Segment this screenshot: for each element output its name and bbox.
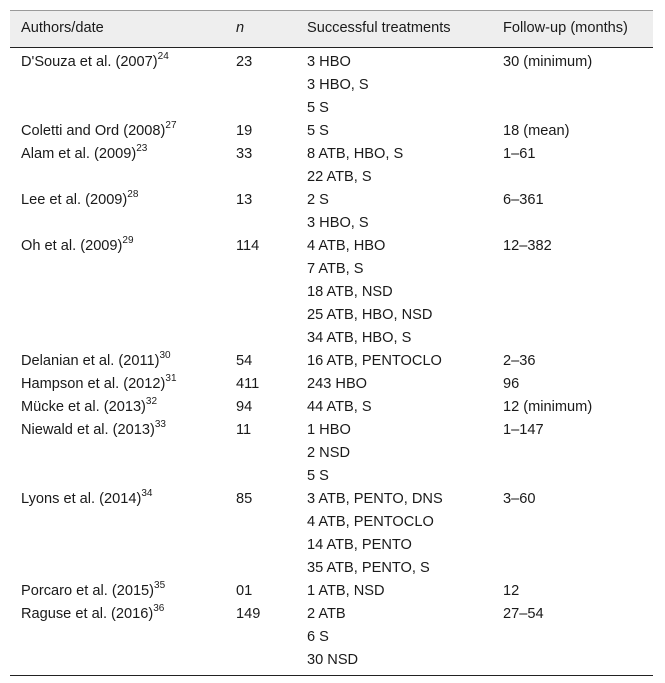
reference-number: 33 — [154, 419, 166, 431]
author-cell — [21, 580, 165, 603]
reference-number: 24 — [157, 51, 169, 63]
treatment-line: 25 ATB, HBO, NSD — [307, 307, 433, 323]
author-name: Oh et al. (2009) — [21, 238, 123, 254]
treatments-cell — [307, 189, 369, 235]
header-authors: Authors/date — [21, 20, 104, 36]
followup-cell: 96 — [503, 376, 520, 392]
followup-cell: 1–61 — [503, 146, 536, 162]
treatment-line: 7 ATB, S — [307, 261, 364, 277]
treatment-line: 2 ATB — [307, 606, 346, 622]
author-cell — [21, 51, 169, 74]
treatment-line: 5 S — [307, 123, 329, 139]
author-name: Coletti and Ord (2008) — [21, 123, 166, 139]
n-cell: 11 — [236, 422, 252, 438]
treatments-cell — [307, 143, 403, 189]
author-cell — [21, 235, 134, 258]
author-name: Mücke et al. (2013) — [21, 399, 146, 415]
n-cell: 149 — [236, 606, 261, 622]
n-cell: 54 — [236, 353, 253, 369]
followup-cell: 30 (minimum) — [503, 54, 593, 70]
reference-number: 31 — [165, 373, 177, 385]
author-name: Hampson et al. (2012) — [21, 376, 166, 392]
reference-number: 32 — [145, 396, 158, 408]
table-row — [10, 235, 653, 350]
treatment-line: 2 NSD — [307, 445, 350, 461]
followup-cell: 27–54 — [503, 606, 544, 622]
reference-number: 27 — [165, 120, 177, 132]
treatment-line: 22 ATB, S — [307, 169, 372, 185]
treatments-cell — [307, 51, 369, 120]
header-n: n — [236, 20, 245, 36]
table-row — [10, 120, 653, 143]
n-cell: 23 — [236, 54, 253, 70]
treatment-line: 4 ATB, PENTOCLO — [307, 514, 434, 530]
author-cell — [21, 488, 152, 511]
table-body — [10, 48, 653, 672]
followup-cell: 3–60 — [503, 491, 536, 507]
table-row — [10, 419, 653, 488]
author-cell — [21, 143, 147, 166]
treatment-line: 243 HBO — [307, 376, 368, 392]
treatment-line: 6 S — [307, 629, 329, 645]
table-row — [10, 189, 653, 235]
treatment-line: 30 NSD — [307, 652, 359, 668]
author-name: Lyons et al. (2014) — [21, 491, 142, 507]
n-cell: 01 — [236, 583, 253, 599]
n-cell: 33 — [236, 146, 253, 162]
treatment-line: 1 ATB, NSD — [307, 583, 385, 599]
table-row — [10, 488, 653, 580]
treatment-line: 3 ATB, PENTO, DNS — [307, 491, 443, 507]
treatments-cell — [307, 488, 443, 580]
author-cell — [21, 396, 157, 419]
followup-cell: 12–382 — [503, 238, 552, 254]
treatment-line: 8 ATB, HBO, S — [307, 146, 404, 162]
n-cell: 85 — [236, 491, 253, 507]
reference-number: 34 — [141, 488, 153, 500]
reference-number: 23 — [136, 143, 148, 155]
author-cell — [21, 120, 177, 143]
treatments-cell — [307, 373, 367, 396]
treatment-line: 35 ATB, PENTO, S — [307, 560, 430, 576]
author-cell — [21, 350, 171, 373]
author-name: D'Souza et al. (2007) — [21, 54, 158, 70]
table-row — [10, 143, 653, 189]
n-cell: 13 — [236, 192, 253, 208]
treatment-line: 3 HBO, S — [307, 215, 369, 231]
n-cell: 411 — [236, 376, 260, 392]
treatment-line: 1 HBO — [307, 422, 351, 438]
treatment-line: 5 S — [307, 468, 329, 484]
header-followup: Follow-up (months) — [503, 20, 628, 36]
table-row — [10, 603, 653, 672]
table-bottom-rule — [10, 675, 653, 676]
followup-cell: 6–361 — [503, 192, 544, 208]
treatments-cell — [307, 350, 442, 373]
author-name: Lee et al. (2009) — [21, 192, 128, 208]
treatment-line: 5 S — [307, 100, 329, 116]
treatments-cell — [307, 396, 372, 419]
followup-cell: 1–147 — [503, 422, 544, 438]
treatment-line: 16 ATB, PENTOCLO — [307, 353, 442, 369]
followup-cell: 2–36 — [503, 353, 536, 369]
treatment-line: 34 ATB, HBO, S — [307, 330, 412, 346]
treatments-cell — [307, 603, 358, 672]
author-name: Alam et al. (2009) — [21, 146, 137, 162]
author-name: Niewald et al. (2013) — [21, 422, 155, 438]
n-cell: 94 — [236, 399, 253, 415]
followup-cell: 12 — [503, 583, 520, 599]
reference-number: 30 — [159, 350, 171, 362]
table-row — [10, 51, 653, 120]
treatments-cell — [307, 580, 385, 603]
author-cell — [21, 373, 177, 396]
followup-cell: 12 (minimum) — [503, 399, 593, 415]
author-cell — [21, 419, 166, 442]
treatments-cell — [307, 120, 329, 143]
table-header — [10, 10, 653, 48]
treatment-line: 4 ATB, HBO — [307, 238, 386, 254]
reference-number: 28 — [127, 189, 139, 201]
author-name: Porcaro et al. (2015) — [21, 583, 155, 599]
treatment-line: 18 ATB, NSD — [307, 284, 393, 300]
author-name: Delanian et al. (2011) — [21, 353, 160, 369]
treatment-line: 3 HBO, S — [307, 77, 369, 93]
treatment-line: 3 HBO — [307, 54, 351, 70]
header-treatments: Successful treatments — [307, 20, 451, 36]
table-row — [10, 396, 653, 419]
treatment-line: 14 ATB, PENTO — [307, 537, 412, 553]
reference-number: 36 — [153, 603, 165, 615]
treatment-line: 44 ATB, S — [307, 399, 372, 415]
treatments-cell — [307, 419, 351, 488]
followup-cell: 18 (mean) — [503, 123, 570, 139]
results-table — [10, 10, 653, 672]
reference-number: 35 — [154, 580, 166, 592]
n-cell: 19 — [236, 123, 253, 139]
table-row — [10, 350, 653, 373]
reference-number: 29 — [122, 235, 134, 247]
author-cell — [21, 189, 138, 212]
author-cell — [21, 603, 164, 626]
table-row — [10, 580, 653, 603]
author-name: Raguse et al. (2016) — [21, 606, 154, 622]
table-row — [10, 373, 653, 396]
treatment-line: 2 S — [307, 192, 329, 208]
treatments-cell — [307, 235, 432, 350]
n-cell: 114 — [236, 238, 260, 254]
